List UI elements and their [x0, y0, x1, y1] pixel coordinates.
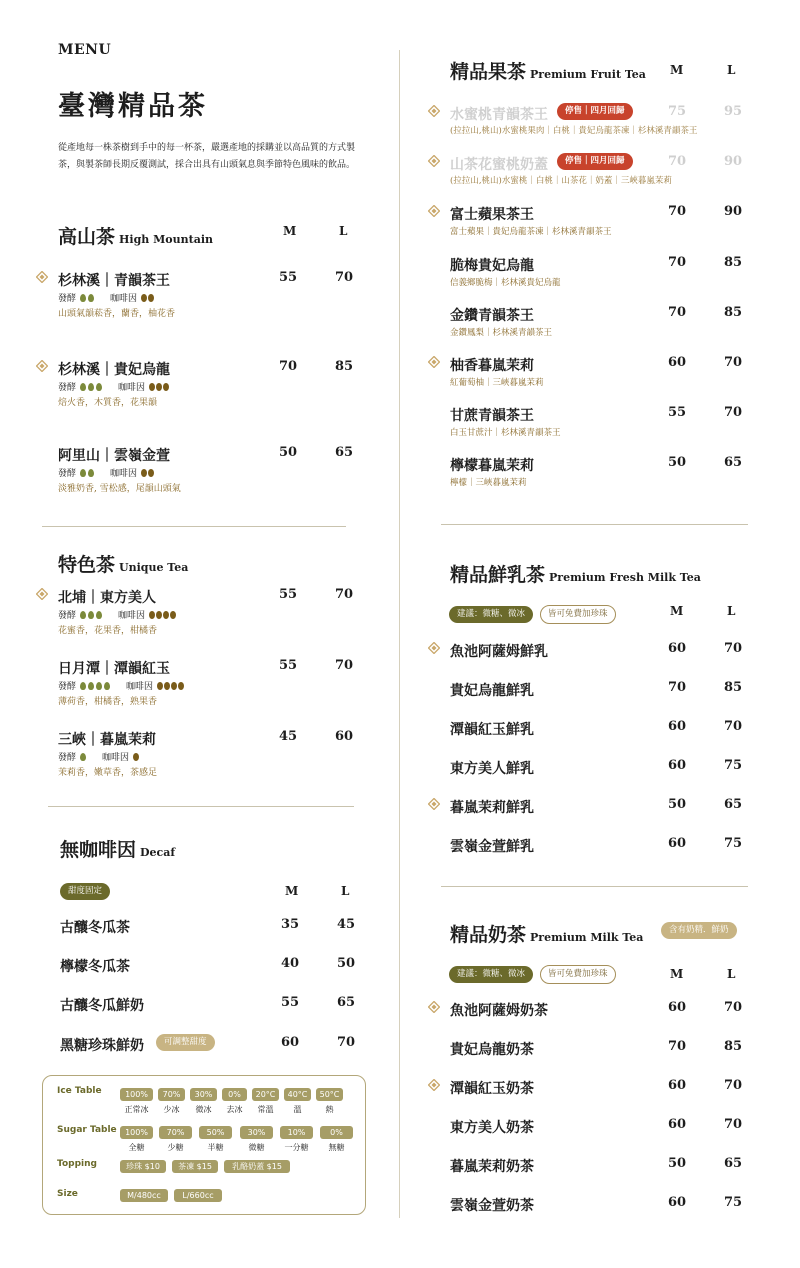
section-title-fruit-tea: 精品果茶 Premium Fruit Tea	[450, 61, 646, 83]
ice-chip[interactable]: 100%	[120, 1088, 153, 1101]
item-name: 東方美人鮮乳	[450, 761, 534, 777]
featured-diamond-icon	[36, 360, 48, 372]
bean-icon	[157, 682, 163, 690]
sugar-chip-label: 少糖	[167, 1143, 184, 1152]
item-name: 北埔｜東方美人	[58, 590, 156, 606]
price-l: 45	[336, 917, 356, 932]
price-m: 60	[667, 836, 687, 851]
bean-icon	[156, 611, 162, 619]
price-m: 50	[667, 797, 687, 812]
price-m: 70	[667, 305, 687, 320]
col-header-m: M	[670, 604, 684, 618]
price-m: 60	[667, 1078, 687, 1093]
item-name: 貴妃烏龍鮮乳	[450, 683, 534, 699]
price-m: 55	[278, 587, 298, 602]
contains-creamer-tag: 含有奶精．鮮奶	[661, 922, 737, 939]
bean-icon	[171, 682, 177, 690]
bean-icon	[170, 611, 176, 619]
suggestion-pill: 建議：微糖、微冰	[449, 606, 533, 623]
sold-out-badge: 停售｜四月回歸	[557, 153, 633, 170]
section-divider	[42, 526, 346, 527]
bean-icon	[156, 383, 162, 391]
col-header-m: M	[285, 884, 299, 898]
price-l: 70	[723, 1000, 743, 1015]
price-l: 70	[334, 658, 354, 673]
drop-icon	[88, 383, 94, 391]
drop-icon	[88, 469, 94, 477]
price-m: 70	[667, 680, 687, 695]
sugar-chip-label: 全糖	[128, 1143, 145, 1152]
price-l: 75	[723, 836, 743, 851]
drop-icon	[88, 682, 94, 690]
price-l: 60	[334, 729, 354, 744]
price-m: 60	[667, 355, 687, 370]
item-name: 金鑽青韻茶王	[450, 308, 534, 324]
item-name: 雲嶺金萱奶茶	[450, 1198, 534, 1214]
col-header-l: L	[727, 63, 736, 77]
intro-text: 從產地每一株茶樹到手中的每一杯茶，嚴選產地的採購並以高品質的方式製茶，與製茶師長期反覆測試，採合出具有山頭氣息與季節特色風味的飲品。	[58, 143, 356, 170]
section-title-milk-tea: 精品奶茶 Premium Milk Tea	[450, 924, 644, 946]
item-name: 潭韻紅玉鮮乳	[450, 722, 534, 738]
price-l: 65	[334, 445, 354, 460]
price-l: 85	[334, 359, 354, 374]
item-name: 雲嶺金萱鮮乳	[450, 839, 534, 855]
price-m: 55	[278, 658, 298, 673]
bean-icon	[148, 469, 154, 477]
item-desc: 焙火香，木質香，花果韻	[58, 398, 158, 408]
ice-chip[interactable]: 70%	[158, 1088, 185, 1101]
sugar-chip-label: 無糖	[328, 1143, 345, 1152]
sugar-chip[interactable]: 30%	[240, 1126, 273, 1139]
price-m: 75	[667, 104, 687, 119]
featured-diamond-icon	[428, 205, 440, 217]
sugar-table-label: Sugar Table	[57, 1125, 117, 1135]
price-l: 70	[334, 270, 354, 285]
price-l: 65	[723, 1156, 743, 1171]
price-l: 65	[723, 797, 743, 812]
price-l: 85	[723, 255, 743, 270]
col-header-m: M	[670, 63, 684, 77]
item-name: 暮嵐茉莉奶茶	[450, 1159, 534, 1175]
price-m: 50	[667, 455, 687, 470]
price-l: 65	[336, 995, 356, 1010]
item-desc: 花蜜香，花果香，柑橘香	[58, 626, 158, 636]
section-divider	[441, 524, 748, 525]
featured-diamond-icon	[428, 356, 440, 368]
ferment-caffeine-meta: 發酵 咖啡因	[58, 466, 155, 479]
price-m: 60	[280, 1035, 300, 1050]
col-header-l: L	[727, 967, 736, 981]
item-name: 三峽｜暮嵐茉莉	[58, 732, 156, 748]
col-header-m: M	[283, 224, 297, 238]
section-divider	[48, 806, 354, 807]
brand-title: 臺灣精品茶	[58, 91, 208, 122]
price-m: 55	[280, 995, 300, 1010]
item-desc: 信義鄉脆梅｜杉林溪貴妃烏龍	[450, 278, 561, 288]
col-header-l: L	[339, 224, 348, 238]
section-title-unique-tea: 特色茶 Unique Tea	[58, 554, 189, 576]
price-m: 50	[667, 1156, 687, 1171]
price-m: 70	[278, 359, 298, 374]
price-m: 70	[667, 204, 687, 219]
drop-icon	[80, 294, 86, 302]
price-l: 70	[723, 405, 743, 420]
price-l: 65	[723, 455, 743, 470]
item-name: 貴妃烏龍奶茶	[450, 1042, 534, 1058]
price-l: 75	[723, 758, 743, 773]
suggestion-pill: 建議：微糖、微冰	[449, 966, 533, 983]
item-desc: 山頭氣韻菘香，蘭香，柚花香	[58, 309, 176, 319]
item-name: 魚池阿薩姆奶茶	[450, 1003, 548, 1019]
item-desc: 茉莉香，嫩草香，茶感足	[58, 768, 158, 778]
item-name: 杉林溪｜貴妃烏龍	[58, 362, 170, 378]
item-name: 水蜜桃青韻茶王	[450, 107, 548, 123]
price-m: 70	[667, 1039, 687, 1054]
item-desc: 薄荷香，柑橘香，熟果香	[58, 697, 158, 707]
section-title-decaf: 無咖啡因 Decaf	[60, 839, 176, 861]
free-pearl-pill: 皆可免費加珍珠	[540, 605, 616, 624]
item-name: 脆梅貴妃烏龍	[450, 258, 534, 274]
bean-icon	[163, 383, 169, 391]
price-l: 50	[336, 956, 356, 971]
item-name: 古釀冬瓜鮮奶	[60, 998, 144, 1014]
item-desc: 白玉甘蔗汁｜杉林溪青韻茶王	[450, 428, 561, 438]
item-name: 杉林溪｜青韻茶王	[58, 273, 170, 289]
bean-icon	[133, 753, 139, 761]
item-name: 日月潭｜潭韻紅玉	[58, 661, 170, 677]
bean-icon	[149, 611, 155, 619]
adjustable-sweetness-tag: 可調整甜度	[156, 1034, 215, 1051]
price-m: 40	[280, 956, 300, 971]
sugar-chip[interactable]: 0%	[320, 1126, 353, 1139]
ice-chip-label: 熱	[325, 1105, 334, 1114]
item-name: 阿里山｜雲嶺金萱	[58, 448, 170, 464]
price-l: 70	[723, 1117, 743, 1132]
item-name: 甘蔗青韻茶王	[450, 408, 534, 424]
topping-chip[interactable]: 乳酪奶蓋 $15	[224, 1160, 290, 1173]
item-desc: 金鑽鳳梨｜杉林溪青韻茶王	[450, 328, 553, 338]
sweetness-fixed-pill: 甜度固定	[60, 883, 110, 900]
section-title-high-mountain: 高山茶 High Mountain	[58, 226, 213, 248]
featured-diamond-icon	[428, 1079, 440, 1091]
item-name: 富士蘋果茶王	[450, 207, 534, 223]
item-desc: 淡雅奶香, 雪松感，尾韻山頭氣	[58, 484, 181, 494]
item-desc: 檸檬｜三峽暮嵐茉莉	[450, 478, 527, 488]
item-name: 柚香暮嵐茉莉	[450, 358, 534, 374]
drop-icon	[104, 682, 110, 690]
drop-icon	[80, 611, 86, 619]
ice-chip[interactable]: 20°C	[252, 1088, 279, 1101]
sugar-chip-label: 半糖	[207, 1143, 224, 1152]
price-l: 70	[336, 1035, 356, 1050]
item-name: 檸檬暮嵐茉莉	[450, 458, 534, 474]
price-l: 70	[723, 355, 743, 370]
price-l: 90	[723, 154, 743, 169]
price-m: 50	[278, 445, 298, 460]
price-l: 75	[723, 1195, 743, 1210]
sugar-chip-label: 一分糖	[284, 1143, 309, 1152]
price-m: 60	[667, 641, 687, 656]
item-name: 古釀冬瓜茶	[60, 920, 130, 936]
item-name: 山茶花蜜桃奶蓋	[450, 157, 548, 173]
ice-chip-label: 溫	[293, 1105, 302, 1114]
ferment-caffeine-meta: 發酵 咖啡因	[58, 679, 185, 692]
free-pearl-pill: 皆可免費加珍珠	[540, 965, 616, 984]
price-l: 85	[723, 305, 743, 320]
topping-chip[interactable]: 珍珠 $10	[120, 1160, 166, 1173]
col-header-m: M	[670, 967, 684, 981]
item-name: 暮嵐茉莉鮮乳	[450, 800, 534, 816]
price-m: 70	[667, 255, 687, 270]
section-divider	[441, 886, 748, 887]
price-l: 70	[723, 719, 743, 734]
drop-icon	[80, 682, 86, 690]
item-desc: 紅葡萄柚｜三峽暮嵐茉莉	[450, 378, 544, 388]
price-m: 70	[667, 154, 687, 169]
bean-icon	[148, 294, 154, 302]
sugar-chip[interactable]: 50%	[199, 1126, 232, 1139]
col-header-l: L	[341, 884, 350, 898]
item-name: 檸檬冬瓜茶	[60, 959, 130, 975]
col-header-l: L	[727, 604, 736, 618]
price-l: 70	[334, 587, 354, 602]
ice-chip[interactable]: 0%	[222, 1088, 247, 1101]
drop-icon	[96, 611, 102, 619]
sold-out-badge: 停售｜四月回歸	[557, 103, 633, 120]
featured-diamond-icon	[36, 271, 48, 283]
item-desc: (拉拉山,桃山)水蜜桃果肉｜白桃｜貴妃烏龍茶凍｜杉林溪青韻茶王	[450, 126, 698, 136]
item-name: 東方美人奶茶	[450, 1120, 534, 1136]
price-m: 45	[278, 729, 298, 744]
ice-chip[interactable]: 40°C	[284, 1088, 311, 1101]
price-l: 85	[723, 680, 743, 695]
column-divider	[399, 50, 400, 1218]
drop-icon	[96, 383, 102, 391]
price-m: 60	[667, 1000, 687, 1015]
ice-chip-label: 少冰	[163, 1105, 180, 1114]
ice-table-label: Ice Table	[57, 1086, 102, 1096]
featured-diamond-icon	[428, 642, 440, 654]
options-table	[42, 1075, 366, 1215]
ice-chip-label: 正常冰	[124, 1105, 149, 1114]
topping-label: Topping	[57, 1159, 97, 1169]
bean-icon	[141, 469, 147, 477]
bean-icon	[141, 294, 147, 302]
ice-chip-label: 微冰	[195, 1105, 212, 1114]
topping-chip[interactable]: 茶凍 $15	[172, 1160, 218, 1173]
drop-icon	[96, 682, 102, 690]
featured-diamond-icon	[428, 105, 440, 117]
price-l: 85	[723, 1039, 743, 1054]
ice-chip-label: 去冰	[226, 1105, 243, 1114]
sugar-chip[interactable]: 10%	[280, 1126, 313, 1139]
ferment-caffeine-meta: 發酵 咖啡因	[58, 291, 155, 304]
drop-icon	[80, 753, 86, 761]
size-chip[interactable]: L/660cc	[174, 1189, 222, 1202]
drop-icon	[80, 469, 86, 477]
price-m: 55	[667, 405, 687, 420]
price-m: 60	[667, 758, 687, 773]
price-l: 90	[723, 204, 743, 219]
section-title-fresh-milk-tea: 精品鮮乳茶 Premium Fresh Milk Tea	[450, 564, 701, 586]
price-m: 55	[278, 270, 298, 285]
featured-diamond-icon	[428, 798, 440, 810]
item-desc: 富士蘋果｜貴妃烏龍茶凍｜杉林溪青韻茶王	[450, 227, 612, 237]
price-m: 35	[280, 917, 300, 932]
sugar-chip[interactable]: 70%	[159, 1126, 192, 1139]
bean-icon	[164, 682, 170, 690]
ice-chip[interactable]: 30%	[190, 1088, 217, 1101]
featured-diamond-icon	[428, 155, 440, 167]
bean-icon	[163, 611, 169, 619]
ice-chip-label: 常溫	[257, 1105, 274, 1114]
drop-icon	[80, 383, 86, 391]
size-chip[interactable]: M/480cc	[120, 1189, 168, 1202]
price-m: 60	[667, 1117, 687, 1132]
menu-heading: MENU	[58, 42, 112, 58]
price-l: 70	[723, 1078, 743, 1093]
item-name: 魚池阿薩姆鮮乳	[450, 644, 548, 660]
featured-diamond-icon	[428, 1001, 440, 1013]
item-name: 黑糖珍珠鮮奶	[60, 1038, 144, 1054]
price-l: 70	[723, 641, 743, 656]
ferment-caffeine-meta: 發酵 咖啡因	[58, 750, 140, 763]
bean-icon	[178, 682, 184, 690]
sugar-chip[interactable]: 100%	[120, 1126, 153, 1139]
item-name: 潭韻紅玉奶茶	[450, 1081, 534, 1097]
drop-icon	[88, 294, 94, 302]
price-m: 60	[667, 719, 687, 734]
featured-diamond-icon	[36, 588, 48, 600]
size-label: Size	[57, 1189, 78, 1199]
drop-icon	[88, 611, 94, 619]
price-l: 95	[723, 104, 743, 119]
price-m: 60	[667, 1195, 687, 1210]
ferment-caffeine-meta: 發酵 咖啡因	[58, 608, 177, 621]
sugar-chip-label: 微糖	[248, 1143, 265, 1152]
item-desc: (拉拉山,桃山)水蜜桃｜白桃｜山茶花｜奶蓋｜三峽暮嵐茉莉	[450, 176, 672, 186]
ice-chip[interactable]: 50°C	[316, 1088, 343, 1101]
ferment-caffeine-meta: 發酵 咖啡因	[58, 380, 170, 393]
bean-icon	[149, 383, 155, 391]
